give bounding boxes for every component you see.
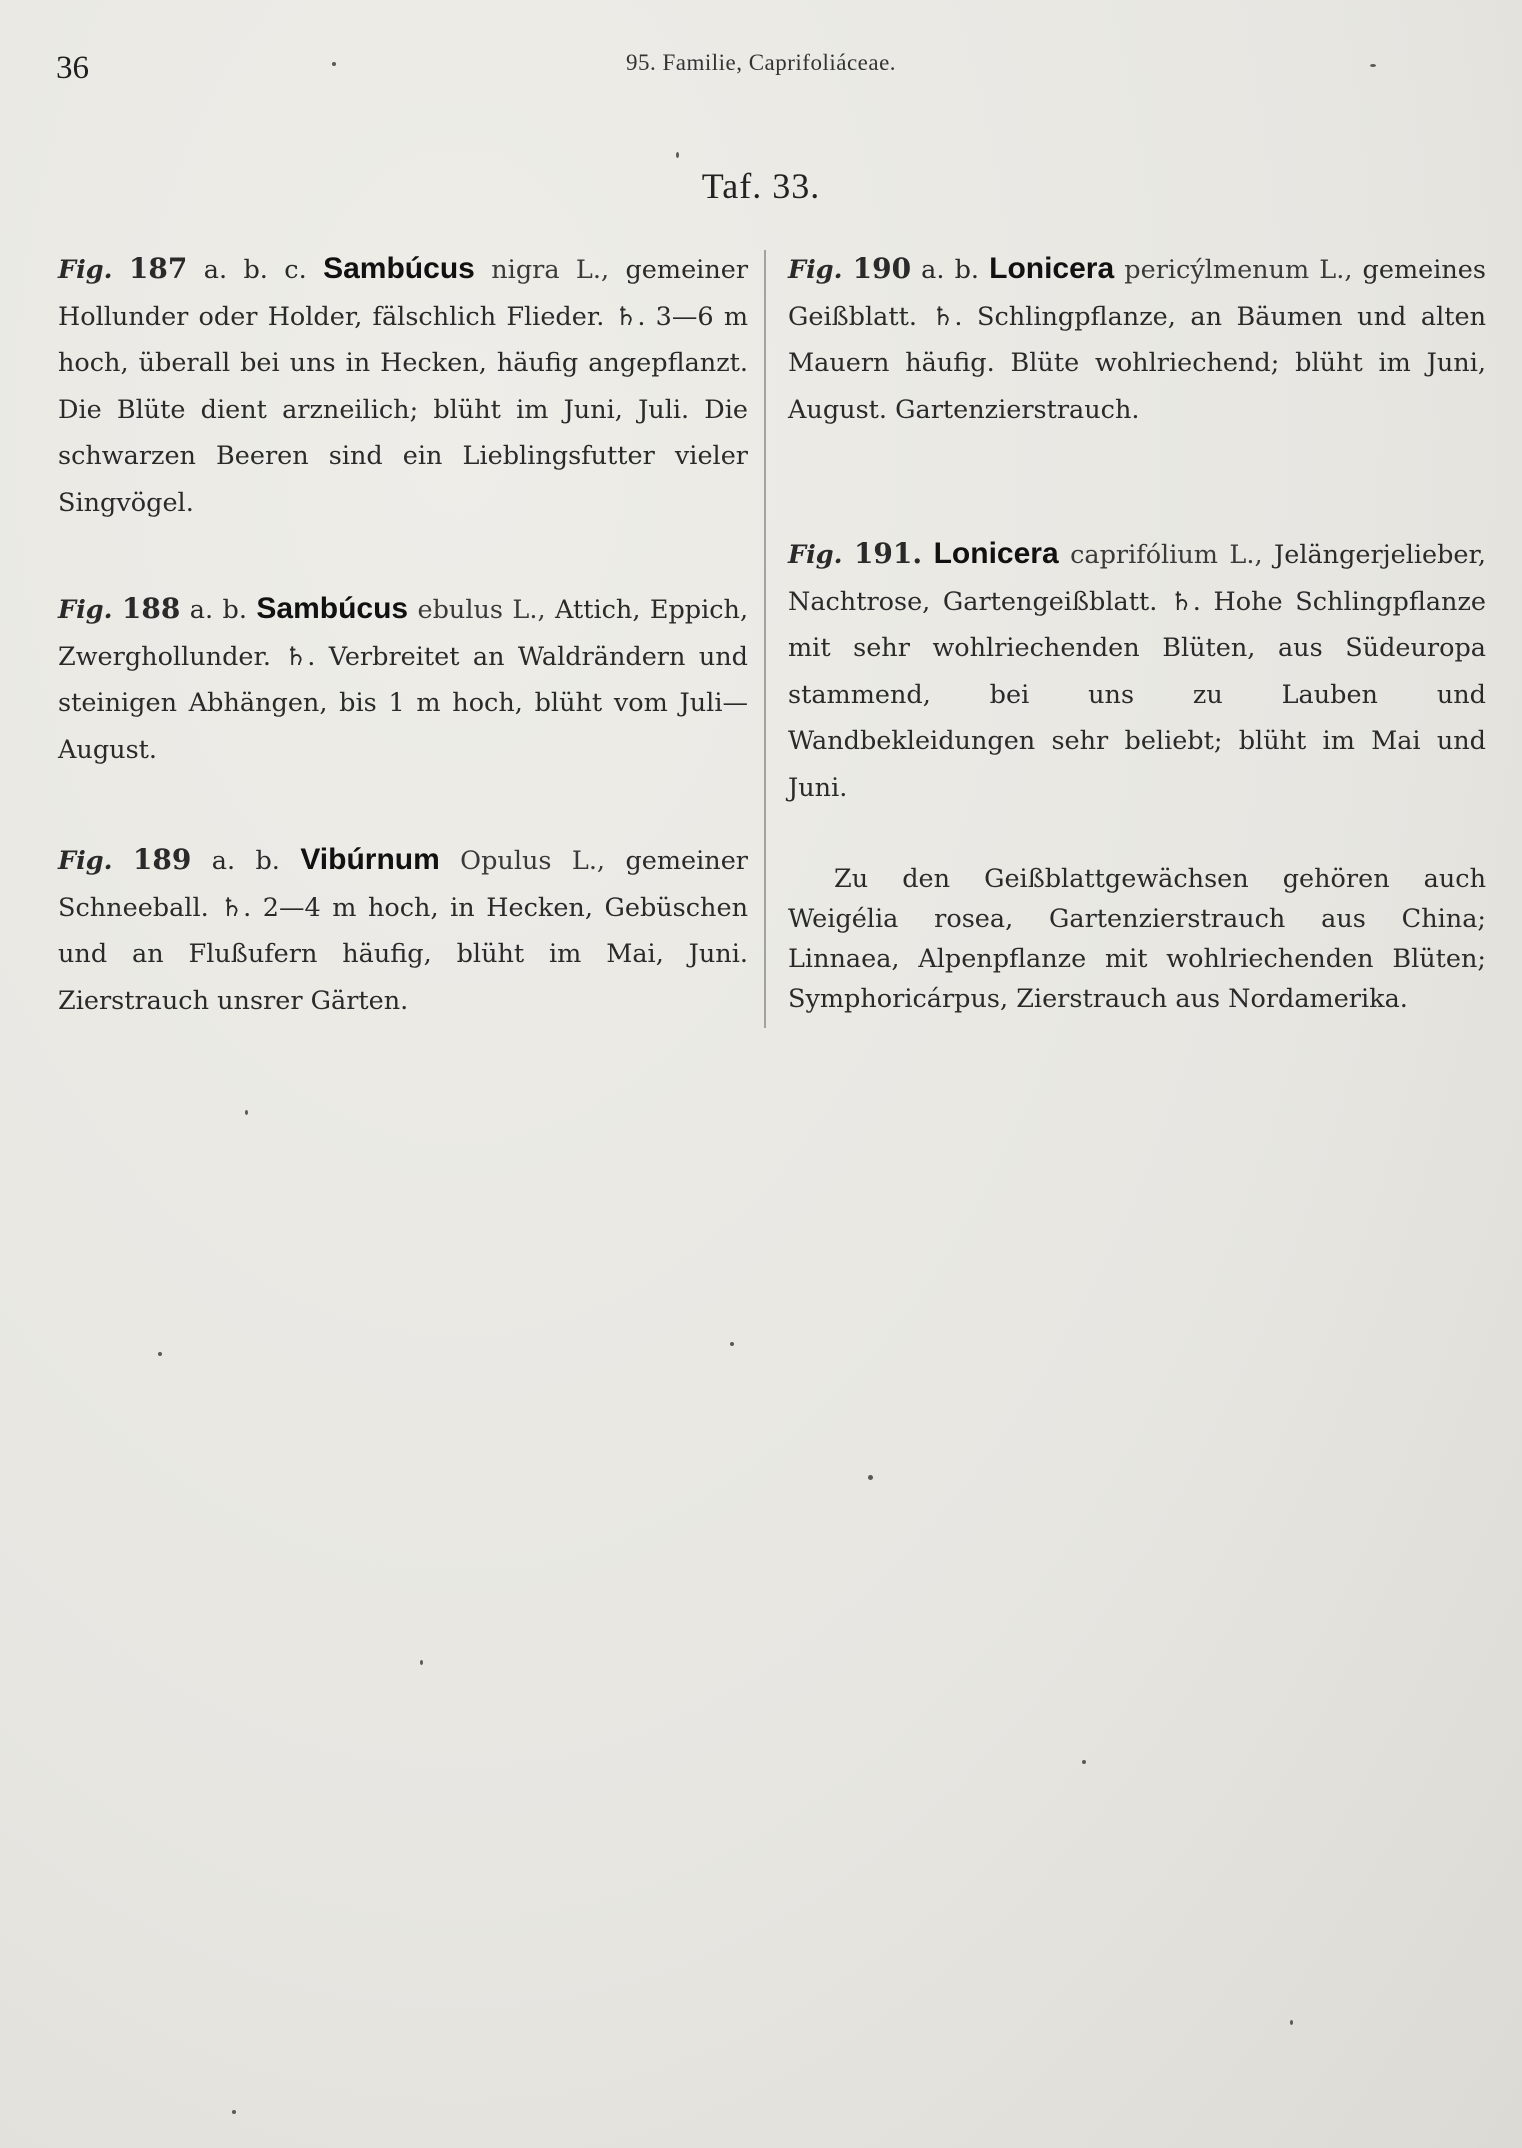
fig-label: Fig.: [58, 846, 113, 876]
fig-number: 189: [132, 843, 192, 876]
entry-text: Attich, Eppich, Zwerghollunder. ♄. Verbreitet an Waldrändern und steinigen Abhängen, bis 1 m hoch, blüht vom Juli—August.: [58, 595, 749, 765]
fig-number: 191.: [853, 537, 923, 570]
species-epithet: nigra L.,: [491, 255, 610, 285]
fig-number: 190: [852, 252, 912, 285]
fig-label: Fig.: [788, 540, 843, 570]
plate-title: Taf. 33.: [701, 166, 821, 206]
paper-speck: [730, 1342, 734, 1346]
paper-speck: [232, 2110, 236, 2114]
entry-fig-189: [58, 837, 748, 1024]
genus-name: Lonicera: [933, 537, 1059, 570]
page-number: 36: [56, 50, 89, 86]
genus-name: Lonicera: [989, 252, 1115, 285]
paper-speck: [1290, 2020, 1293, 2025]
paper-speck: [158, 1352, 162, 1356]
right-column: [788, 246, 1486, 1019]
fig-number: 187: [128, 252, 188, 285]
species-epithet: Opulus L.,: [460, 846, 606, 876]
fig-parts: a. b.: [211, 846, 280, 876]
fig-parts: a. b.: [189, 595, 247, 625]
entry-fig-188: [58, 586, 748, 773]
species-epithet: pericýlmenum L.,: [1124, 255, 1353, 285]
entry-fig-190: [788, 246, 1486, 433]
fig-number: 188: [121, 592, 181, 625]
paper-speck: [420, 1660, 423, 1665]
genus-name: Sambúcus: [323, 252, 475, 285]
paper-speck: [868, 1475, 873, 1480]
species-epithet: ebulus L.,: [417, 595, 546, 625]
closing-note: Zu den Geißblattgewächsen gehören auch Weigélia rosea, Gartenzierstrauch aus China; Linnaea, Alpenpflanze mit wohlriechenden Blüten; Symphoricárpus, Zierstrauch aus Nordamerika.: [788, 864, 1486, 1014]
entry-fig-191: [788, 531, 1486, 811]
fig-parts: a. b.: [921, 255, 980, 285]
paper-speck: [245, 1110, 248, 1115]
entry-text: Jelängerjelieber, Nachtrose, Gartengeißblatt. ♄. Hohe Schlingpflanze mit sehr wohlriechenden Blüten, aus Südeuropa stammend, bei uns zu Lauben und Wandbekleidungen sehr beliebt; blüht im Mai und Juni.: [788, 540, 1487, 803]
species-epithet: caprifólium L.,: [1070, 540, 1263, 570]
running-head: 95. Familie, Caprifoliáceae.: [625, 50, 897, 75]
entry-fig-187: [58, 246, 748, 526]
paper-speck: [332, 62, 336, 66]
fig-label: Fig.: [58, 255, 113, 285]
entry-text: gemeiner Schneeball. ♄. 2—4 m hoch, in Hecken, Gebüschen und an Flußufern häufig, blüht im Mai, Juni. Zierstrauch unsrer Gärten.: [58, 846, 748, 1016]
entry-text: gemeines Geißblatt. ♄. Schlingpflanze, an Bäumen und alten Mauern häufig. Blüte wohlriechend; blüht im Juni, August. Gartenzierstrauch.: [788, 255, 1486, 425]
fig-label: Fig.: [58, 595, 113, 625]
left-column: [58, 246, 748, 1024]
fig-label: Fig.: [788, 255, 843, 285]
paper-speck: [1370, 64, 1376, 67]
paper-speck: [676, 152, 679, 158]
genus-name: Sambúcus: [256, 592, 409, 625]
fig-parts: a. b. c.: [203, 255, 307, 285]
genus-name: Vibúrnum: [300, 843, 440, 876]
column-divider: [764, 250, 766, 1028]
entry-text: gemeiner Hollunder oder Holder, fälschlich Flieder. ♄. 3—6 m hoch, überall bei uns in Hecken, häufig angepflanzt. Die Blüte dient arzneilich; blüht im Juni, Juli. Die schwarzen Beeren sind ein Lieblingsfutter vieler Singvögel.: [58, 255, 749, 518]
paper-speck: [1082, 1760, 1086, 1764]
